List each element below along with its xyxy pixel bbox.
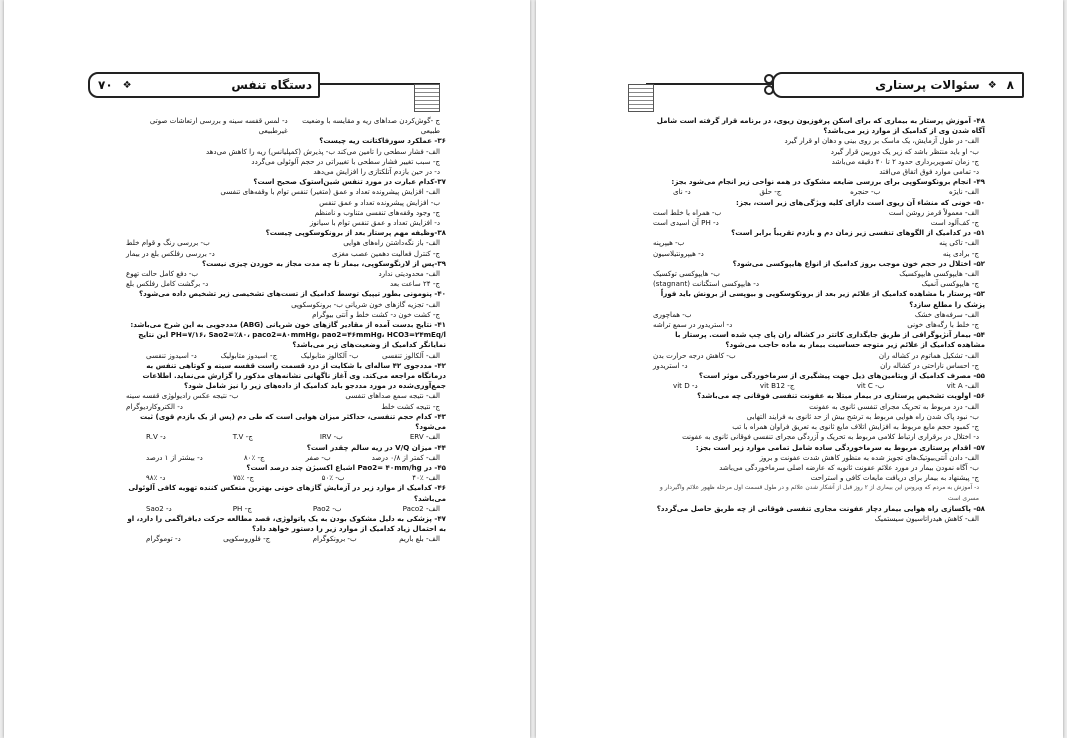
question-text: ۵۶- اولویت تشخیص پرستاری در بیمار مبتلا به عفونت تنفسی فوقانی چه می‌باشد؟ — [697, 391, 985, 401]
option-text: ج- PH — [232, 503, 252, 513]
option-text: الف- درد مربوط به تحریک مجرای تنفسی ثانوی به عفونت — [809, 401, 979, 411]
option-text: د- آموزش به مردم که ویروس این بیماری از ۲ روز قبل از آشکار شدن علائم و در طول قسمت اول مرحله ظهور علائم واگیردار و مسری است — [659, 484, 979, 502]
question-text: ۴۴- میزان V/Q در ریه سالم چقدر است؟ — [306, 442, 446, 452]
option-text: د- الکتروکاردیوگرام — [126, 401, 183, 411]
option-text: د- بیشتر از ۱ درصد — [146, 452, 203, 462]
option-text: الف- تشکیل هماتوم در کشاله ران — [878, 350, 979, 360]
question-text: ۳۷-کدام عبارت در مورد تنفس شین‌استوک صحیح است؟ — [253, 177, 446, 187]
option-text: الف- ٪۴۰ — [412, 473, 440, 483]
option-text: ب- برونکوگرام — [312, 534, 357, 544]
options-row — [126, 238, 446, 248]
question-text: PH=۷/۱۶، Sao2=٪۸۰، paco2=۸۰mmHg، pao2=۴۶mmHg، HCO3=۲۴mEq/l این نتایج نمایانگر کدامیک از وضعیت‌های زیر می‌باشد؟ — [138, 330, 446, 350]
question-text: ۵۲- اختلال در حجم خون موجب بروز کدامیک از انواع هایپوکسی می‌شود؟ — [732, 258, 985, 268]
option-text: ج- ٪۷۵ — [233, 473, 254, 483]
question-text: ۵۰- خونی که منشاء آن ریوی است دارای کلیه ویژگی‌های زیر است، بجز: — [736, 197, 985, 207]
options-row — [126, 504, 446, 514]
question-text: ۵۸- پاکسازی راه هوایی بیمار دچار عفونت مجاری تنفسی فوقانی از چه طریق حاصل می‌گردد؟ — [656, 503, 985, 513]
option-text: الف- آلکالوز تنفسی — [382, 350, 440, 360]
option-text: د- Sao2 — [146, 503, 172, 513]
question-list — [653, 116, 985, 524]
option-text: ج- پیشنهاد به بیمار برای دریافت مایعات کافی و استراحت — [810, 473, 979, 483]
option-text: ج- T.V — [232, 432, 253, 442]
options-row — [653, 218, 985, 228]
right-page — [536, 0, 1063, 738]
option-text: د- PH آن اسیدی است — [653, 218, 719, 228]
option-text: ج- vit B12 — [759, 381, 795, 391]
option-text: الف- محدودیتی ندارد — [378, 269, 440, 279]
option-text: د- R.V — [146, 432, 166, 442]
option-text: الف- Paco2 — [402, 503, 440, 513]
options-row — [653, 238, 985, 248]
option-text: الف- تاکی پنه — [939, 238, 979, 248]
question-text: ۳۹-پس از لارنگوسکوپی، بیمار تا چه مدت مجاز به خوردن چیزی نیست؟ — [202, 258, 446, 268]
option-text: ب- افزایش پیشرونده تعداد و عمق تنفس — [319, 197, 440, 207]
option-text: الف- افزایش پیشرونده تعداد و عمق (متغیر) تنفس توام با وقفه‌های تنفسی — [220, 187, 440, 197]
left-page — [4, 0, 530, 738]
option-text: الف- در طول آزمایش، یک ماسک بر روی بینی و دهان او قرار گیرد — [784, 136, 979, 146]
document-icon — [628, 84, 654, 112]
option-text: د- برگشت کامل رفلکس بلع — [126, 279, 209, 289]
option-text: الف- تجزیه گازهای خون شریانی ب- برونکوسکوپی — [291, 299, 440, 309]
option-text: ب- حنجره — [850, 187, 881, 197]
question-text: ۵۵- مصرف کدامیک از ویتامین‌های ذیل جهت پیشگیری از سرماخوردگی موثر است؟ — [698, 371, 985, 381]
option-text: ج- ۲۴ ساعت بعد — [390, 279, 440, 289]
question-text: ۴۵- در Pao2= ۴۰mm/hg اشباع اکسیژن چند درصد است؟ — [246, 462, 446, 472]
option-text: ب- دفع کامل حالت تهوع — [126, 269, 199, 279]
option-text: الف- بلع باریم — [399, 534, 440, 544]
option-text: الف- باز نگه‌داشتن راه‌های هوایی — [343, 238, 440, 248]
chapter-title: سئوالات پرستاری — [875, 78, 980, 92]
question-text: ۳۶- عملکرد سورفاکتانت ریه چیست؟ — [319, 136, 446, 146]
question-text: ۴۱- نتایج بدست آمده از مقادیر گازهای خون شریانی (ABG) مددجویی به این شرح می‌باشد: — [130, 320, 446, 330]
options-row — [653, 320, 985, 330]
option-text: د- تمامی موارد فوق اتفاق می‌افتد — [879, 167, 979, 177]
option-text: ب- نتیجه عکس رادیولوژی قفسه سینه — [126, 391, 239, 401]
options-row — [653, 351, 985, 361]
options-row — [126, 351, 446, 361]
option-text: د- استریدور در سمع تراشه — [653, 320, 733, 330]
option-text: الف- کمتر از ۰/۸ درصد — [371, 452, 440, 462]
option-text: ج- کنترل فعالیت دهمین عصب مغزی — [332, 248, 440, 258]
option-text: ب- بررسی رنگ و قوام خلط — [126, 238, 210, 248]
option-text: د- استریدور — [653, 360, 688, 370]
option-text: ب- همراه با خلط است — [653, 207, 722, 217]
option-text: ب- هماچوری — [653, 309, 692, 319]
options-row — [653, 249, 985, 259]
option-text: د- اسیدوز تنفسی — [146, 350, 197, 360]
option-text: ب- آگاه نمودن بیمار در مورد علائم عفونت ثانویه که عارضه اصلی سرماخوردگی می‌باشد — [719, 462, 979, 472]
option-text: الف- دادن آنتی‌بیوتیک‌های تجویز شده به منظور کاهش شدت عفونت و بروز — [759, 452, 979, 462]
question-text: ۴۰- پنومونی بطور تیپیک توسط کدامیک از تست‌های تشخیصی زیر تشخیص داده می‌شود؟ — [139, 289, 446, 299]
page-number: ۷۰ — [98, 78, 113, 92]
options-row — [126, 391, 446, 401]
option-text: د- اختلال در برقراری ارتباط کلامی مربوط به تحریک و آزردگی مجرای تنفسی فوقانی ثانوی به عفونت — [682, 432, 979, 442]
option-text: ج- زمان تصویربرداری حدود ۲ تا ۴۰ دقیقه می‌باشد — [831, 156, 979, 166]
question-text: ۵۳- پرستار با مشاهده کدامیک از علائم زیر بعد از برونکوسکوپی و بیوپسی از برونش باید فوراً پزشک را مطلع سازد؟ — [660, 289, 985, 309]
options-row — [653, 269, 985, 279]
diamond-icon: ❖ — [122, 79, 132, 91]
option-text: ب- Pao2 — [312, 503, 342, 513]
header-rule — [646, 83, 772, 85]
options-row — [126, 453, 446, 463]
page-header — [772, 72, 1024, 98]
document-icon — [414, 84, 440, 112]
options-row — [126, 402, 446, 412]
option-text: ج- کشت خون د- کشت خلط و آنتی بیوگرام — [312, 309, 440, 319]
option-text: الف- سرفه‌های خشک — [914, 309, 979, 319]
option-text: ب- vit C — [856, 381, 885, 391]
option-text: الف- ERV — [409, 432, 440, 442]
options-row — [126, 116, 446, 136]
option-text: ب- هایپوکسی توکسیک — [653, 269, 720, 279]
option-text: د- هیپرونتیلاسیون — [653, 248, 704, 258]
option-text: ب- هیپرپنه — [653, 238, 685, 248]
question-text: ۴۳- کدام حجم تنفسی، حداکثر میزان هوایی است که طی دم (پس از یک بازدم قوی) ثبت می‌شود؟ — [140, 411, 446, 432]
options-row — [126, 432, 446, 442]
options-row — [653, 279, 985, 289]
option-text: د- نای — [673, 187, 691, 197]
question-text: ۳۸-وظیفه مهم پرستار بعد از برونکوسکوپی چیست؟ — [265, 228, 446, 238]
option-text: ج- وجود وقفه‌های تنفسی متناوب و نامنظم — [314, 207, 440, 217]
option-text: ج- هایپوکسی آنمیک — [921, 279, 979, 289]
option-text: ج- کمبود حجم مایع مربوط به افزایش اتلاف مایع ثانوی به تعریق فراوان همراه با تب — [732, 422, 979, 432]
option-text: ج- کف‌آلود است — [930, 218, 979, 228]
question-text: ۵۱- در کدامیک از الگوهای تنفسی زیر زمان دم و بازدم تقریباً برابر است؟ — [731, 228, 985, 238]
options-row — [126, 473, 446, 483]
page-number: ۸ — [1006, 78, 1014, 92]
options-row — [653, 361, 985, 371]
option-text: الف- کاهش هیدراتاسیون سیستمیک — [874, 513, 979, 523]
question-list — [126, 116, 446, 545]
option-text: د- توموگرام — [146, 534, 181, 544]
question-text: ۴۷- پزشکی به دلیل مشکوک بودن به یک پاتولوژی، قصد مطالعه حرکت دیافراگمی را دارد، او به احتمال زیاد کدامیک از موارد زیر را دستور خواهد داد؟ — [127, 513, 446, 534]
option-text: ج- سبب تغییر فشار سطحی با تغییراتی در حجم آلوئولی می‌گردد — [251, 156, 440, 166]
option-text: ج- حلق — [759, 187, 782, 197]
option-text: ج- خلط با رگه‌های خونی — [907, 320, 979, 330]
options-row — [126, 249, 446, 259]
option-text: د- vit D — [673, 381, 698, 391]
option-text: ب- کاهش درجه حرارت بدن — [653, 350, 736, 360]
option-text: د- ٪۹۸ — [146, 473, 166, 483]
options-row — [126, 534, 446, 544]
option-text: الف- vit A — [946, 381, 979, 391]
option-text: ج -گوش‌کردن صداهای ریه و مقایسه با وضعیت طبیعی — [302, 116, 440, 136]
option-text: د- در حین بازدم آتلکتازی را افزایش می‌دهد — [313, 167, 440, 177]
option-text: ب- ٪۵۰ — [321, 473, 345, 483]
option-text: د- لمس قفسه سینه و بررسی ارتعاشات صوتی غیرطبیعی — [149, 116, 288, 136]
question-text: ۴۶- کدامیک از موارد زیر در آزمایش گازهای خونی بهترین منعکس کننده تهویه کافی آلوئولی می‌باشد؟ — [128, 483, 446, 503]
option-text: ب- IRV — [319, 432, 343, 442]
option-text: د- افزایش تعداد و عمق تنفس توام با سیانوز — [309, 218, 440, 228]
option-text: ج- برادی پنه — [942, 248, 979, 258]
options-row — [653, 310, 985, 320]
option-text: د- بررسی رفلکس بلع در بیمار — [126, 248, 215, 258]
options-row — [653, 187, 985, 197]
option-text: الف- نتیجه سمع صداهای تنفسی — [345, 391, 440, 401]
option-text: الف- معمولاً قرمز روشن است — [888, 207, 979, 217]
option-text: ب- او باید منتظر باشد که زیر یک دوربین قرار گیرد — [830, 146, 979, 156]
option-text: الف- هایپوکسی هایپوکسیک — [899, 269, 979, 279]
option-text: الف- فشار سطحی را تامین می‌کند ب- پذیرش (کمپلیانس) ریه را کاهش می‌دهد — [205, 146, 440, 156]
page-header — [88, 72, 320, 98]
options-row — [653, 208, 985, 218]
option-text: ب- نبود پاک شدن راه هوایی مربوط به ترشح بیش از حد ثانوی به فرایند التهابی — [746, 411, 979, 421]
option-text: ج- ٪۸۰ — [243, 452, 265, 462]
chapter-title: دستگاه تنفس — [231, 78, 312, 92]
option-text: ب- آلکالوز متابولیک — [300, 350, 359, 360]
question-text: ۴۸- آموزش پرستار به بیماری که برای اسکن پرفوزیون ریوی، در برنامه قرار گرفته است شامل آگاه شدن وی از کدامیک از موارد زیر می‌باشد؟ — [656, 116, 985, 136]
options-row — [126, 279, 446, 289]
option-text: ج- نتیجه کشت خلط — [381, 401, 440, 411]
option-text: د- هایپوکسی استگنانت (stagnant) — [653, 279, 759, 289]
option-text: ج- فلوروسکوپی — [223, 534, 271, 544]
option-text: ج- احساس ناراحتی در کشاله ران — [880, 360, 979, 370]
diamond-icon: ❖ — [987, 79, 997, 91]
question-text: ۴۹- انجام برونکوسکوپی برای بررسی ضایعه مشکوک در همه نواحی زیر انجام می‌شود بجز: — [671, 177, 985, 187]
question-text: ۵۷- اقدام پرستاری مربوط به سرماخوردگی ساده شامل تمامی موارد زیر است بجز: — [695, 442, 985, 452]
option-text: الف- نایژه — [948, 187, 979, 197]
option-text: ب- صفر — [305, 452, 331, 462]
option-text: ج- اسیدوز متابولیک — [220, 350, 278, 360]
question-text: ۴۲- مددجوی ۴۲ ساله‌ای با شکایت از درد قسمت راست قفسه سینه و کوتاهی تنفس به درمانگاه مراجعه می‌کند. وی آغاز ناگهانی نشانه‌های مذکور را گزارش می‌نماید. اطلاعات جمع‌آوری‌شده در مورد مددجو باید کدامیک از داده‌های زیر را نیز شامل شود؟ — [142, 360, 446, 391]
question-text: ۵۴- بیمار آنژیوگرافی از طریق جایگذاری کاتتر در کشاله ران پای چپ شده است. پرستار با مشاهده کدامیک از علائم زیر متوجه حساسیت بیمار به ماده حاجب می‌شود؟ — [675, 330, 985, 350]
options-row — [126, 269, 446, 279]
options-row — [653, 381, 985, 391]
